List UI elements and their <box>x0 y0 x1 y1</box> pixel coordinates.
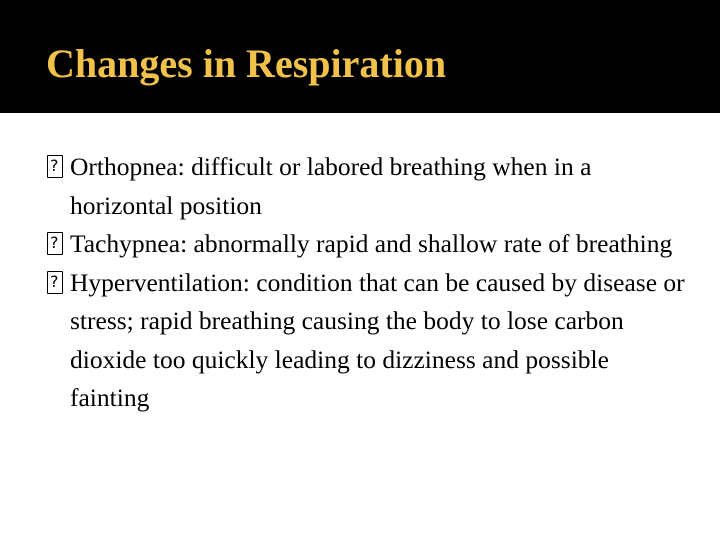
bullet-list <box>44 148 694 418</box>
missing-glyph-bullet-icon <box>47 155 63 178</box>
bullet-item <box>44 264 694 418</box>
bullet-item <box>44 148 694 225</box>
slide-title: Changes in Respiration <box>46 41 447 86</box>
bullet-item <box>44 225 694 264</box>
bullet-text: Orthopnea: difficult or labored breathing when in a horizontal position <box>70 152 592 220</box>
missing-glyph-bullet-icon <box>47 271 63 294</box>
title-bar <box>0 0 720 113</box>
missing-glyph-bullet-icon <box>47 232 63 255</box>
bullet-text: Hyperventilation: condition that can be caused by disease or stress; rapid breathing causing the body to lose carbon dioxide too quickly leading to dizziness and possible fainting <box>70 267 685 412</box>
bullet-text: Tachypnea: abnormally rapid and shallow rate of breathing <box>70 229 673 258</box>
